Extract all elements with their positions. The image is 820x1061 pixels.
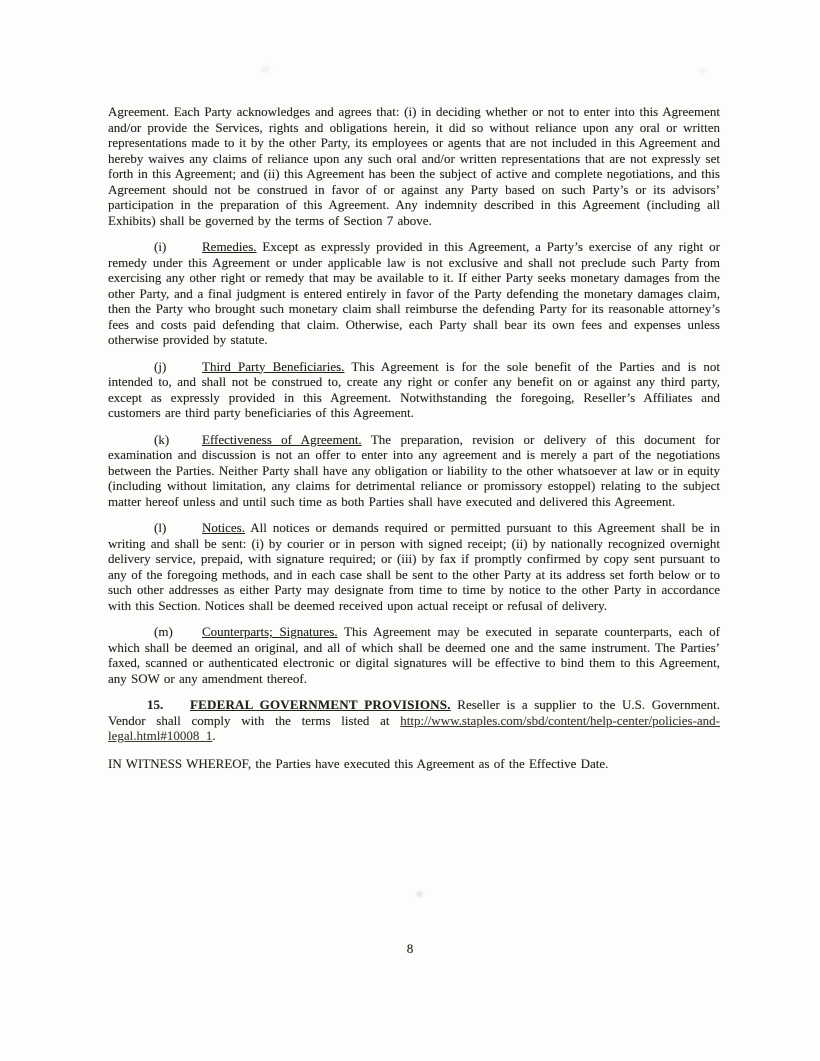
staples-policy-url-link[interactable]: http://www.staples.com/sbd/content/help-center/policies-and-legal.html#10008_1 — [108, 712, 720, 743]
scan-speck — [416, 891, 423, 897]
clause-text: Except as expressly provided in this Agreement, a Party’s exercise of any right or remedy under this Agreement or under applicable law is not exclusive and shall not preclude such Party from exercising any other right or remedy that may be available to it. If either Party seeks monetary damages from the other Party, and a final judgment is entered entirely in favor of the Party defending the monetary damages claim, then the Party who brought such monetary claim shall reimburse the defending Party for its reasonable attorney’s fees and costs paid defending that claim. Otherwise, each Party shall bear its own fees and expenses unless otherwise provided by statute. — [108, 239, 720, 347]
clause-heading: Remedies. — [202, 239, 257, 254]
clause-marker: (j) — [154, 358, 167, 374]
clause-text: This Agreement is for the sole benefit of the Parties and is not intended to, and shall not be construed to, create any right or confer any benefit on or against any third party, except as expressly provided in this Agreement. Notwithstanding the foregoing, Reseller’s Affiliates and customers are third party beneficiaries of this Agreement. — [108, 358, 720, 420]
clause-remedies — [108, 239, 720, 348]
clause-effectiveness-of-agreement — [108, 432, 720, 510]
clause-heading: Third Party Beneficiaries. — [202, 358, 345, 374]
clause-heading: Effectiveness of Agreement. — [202, 431, 362, 447]
clause-text: This Agreement may be executed in separate counterparts, each of which shall be deemed an original, and all of which shall be deemed one and the same instrument. The Parties’ faxed, scanned or authenticated electronic or digital signatures will be effective to bind them to this Agreement, any SOW or any amendment thereof. — [108, 624, 720, 686]
clause-counterparts-signatures — [108, 624, 720, 686]
clause-heading: Counterparts; Signatures. — [202, 624, 338, 639]
section-federal-government-provisions — [108, 697, 720, 744]
document-content — [108, 104, 720, 782]
section-text: Reseller is a supplier to the U.S. Government. Vendor shall comply with the terms listed at — [108, 697, 720, 728]
paragraph-continuation: Agreement. Each Party acknowledges and agrees that: (i) in deciding whether or not to enter into this Agreement and/or provide the Services, rights and obligations herein, it did so without reliance upon any oral or written representations made to it by the other Party, its employees or agents that are not included in this Agreement and hereby waives any claims of reliance upon any such oral and/or written representations that are not expressly set forth in this Agreement; and (ii) this Agreement has been the subject of active and complete negotiations, and this Agreement should not be construed in favor of or against any Party based on such Party’s or its advisors’ participation in the preparation of this Agreement. Any indemnity described in this Agreement (including all Exhibits) shall be governed by the terms of Section 7 above. — [108, 104, 720, 228]
clause-marker: (l) — [154, 520, 167, 535]
section-number: 15. — [147, 697, 164, 712]
scan-speck — [698, 68, 706, 74]
clause-text: All notices or demands required or permitted pursuant to this Agreement shall be in writing and shall be sent: (i) by courier or in person with signed receipt; (ii) by nationally recognized overnight delivery service, prepaid, with signature required; or (iii) by fax if promptly confirmed by copy sent pursuant to any of the foregoing methods, and in each case shall be sent to the other Party at its address set forth below or to such other addresses as either Party may designate from time to time by notice to the other Party in accordance with this Section. Notices shall be deemed received upon actual receipt or refusal of delivery. — [108, 520, 720, 613]
section-text-after-link: . — [212, 728, 216, 743]
section-heading: FEDERAL GOVERNMENT PROVISIONS. — [190, 697, 451, 712]
scan-speck — [261, 66, 270, 73]
clause-marker: (i) — [154, 239, 167, 254]
witness-clause: IN WITNESS WHEREOF, the Parties have executed this Agreement as of the Effective Date. — [108, 755, 609, 771]
clause-third-party-beneficiaries — [108, 359, 720, 421]
clause-marker: (m) — [154, 624, 173, 639]
clause-notices — [108, 520, 720, 613]
page-number: 8 — [406, 941, 414, 956]
clause-heading: Notices. — [202, 520, 245, 535]
clause-text: The preparation, revision or delivery of this document for examination and discussion is not an offer to enter into any agreement and is merely a part of the negotiations between the Parties. Neither Party shall have any obligation or liability to the other whatsoever at law or in equity (including without limitation, any claims for detrimental reliance or promissory estoppel) relating to the subject matter hereof unless and until such time as both Parties shall have executed and delivered this Agreement. — [108, 431, 720, 509]
clause-marker: (k) — [154, 431, 170, 447]
